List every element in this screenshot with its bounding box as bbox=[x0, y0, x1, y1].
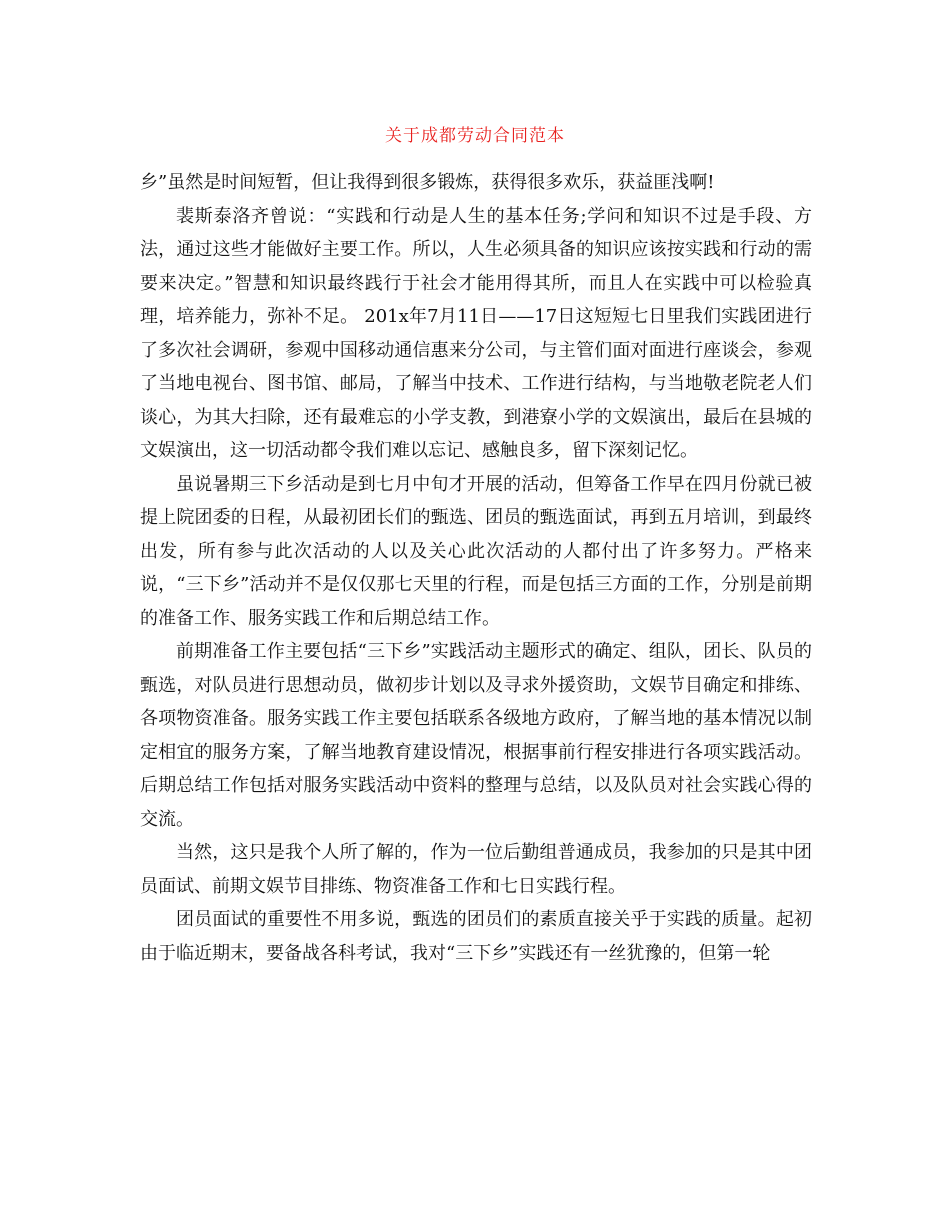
paragraph: 团员面试的重要性不用多说，甄选的团员们的素质直接关乎于实践的质量。起初由于临近期末，要备战各科考试，我对“三下乡”实践还有一丝犹豫的，但第一轮 bbox=[140, 909, 812, 964]
paragraph: 当然，这只是我个人所了解的，作为一位后勤组普通成员，我参加的只是其中团员面试、前期文娱节目排练、物资准备工作和七日实践行程。 bbox=[140, 842, 812, 897]
paragraph-continuation: 乡”虽然是时间短暂，但让我得到很多锻炼，获得很多欢乐，获益匪浅啊! bbox=[140, 172, 715, 193]
document-body bbox=[140, 166, 812, 970]
paragraph: 前期准备工作主要包括“三下乡”实践活动主题形式的确定、组队，团长、队员的甄选，对队员进行思想动员，做初步计划以及寻求外援资助，文娱节目确定和排练、各项物资准备。服务实践工作主要包括联系各级地方政府，了解当地的基本情况以制定相宜的服务方案，了解当地教育建设情况，根据事前行程安排进行各项实践活动。后期总结工作包括对服务实践活动中资料的整理与总结，以及队员对社会实践心得的交流。 bbox=[140, 641, 812, 830]
paragraph: 裴斯泰洛齐曾说：“实践和行动是人生的基本任务;学问和知识不过是手段、方法，通过这些才能做好主要工作。所以，人生必须具备的知识应该按实践和行动的需要来决定。”智慧和知识最终践行于社会才能用得其所，而且人在实践中可以检验真理，培养能力，弥补不足。 201x年7月11日——17日这短短七日里我们实践团进行了多次社会调研，参观中国移动通信惠来分公司，与主管们面对面进行座谈会，参观了当地电视台、图书馆、邮局，了解当中技术、工作进行结构，与当地敬老院老人们谈心，为其大扫除，还有最难忘的小学支教，到港寮小学的文娱演出，最后在县城的文娱演出，这一切活动都令我们难以忘记、感触良多，留下深刻记忆。 bbox=[140, 205, 812, 461]
document-title: 关于成都劳动合同范本 bbox=[385, 126, 565, 146]
paragraph: 虽说暑期三下乡活动是到七月中旬才开展的活动，但筹备工作早在四月份就已被提上院团委的日程，从最初团长们的甄选、团员的甄选面试，再到五月培训，到最终出发，所有参与此次活动的人以及关心此次活动的人都付出了许多努力。严格来说，“三下乡”活动并不是仅仅那七天里的行程，而是包括三方面的工作，分别是前期的准备工作、服务实践工作和后期总结工作。 bbox=[140, 473, 812, 629]
